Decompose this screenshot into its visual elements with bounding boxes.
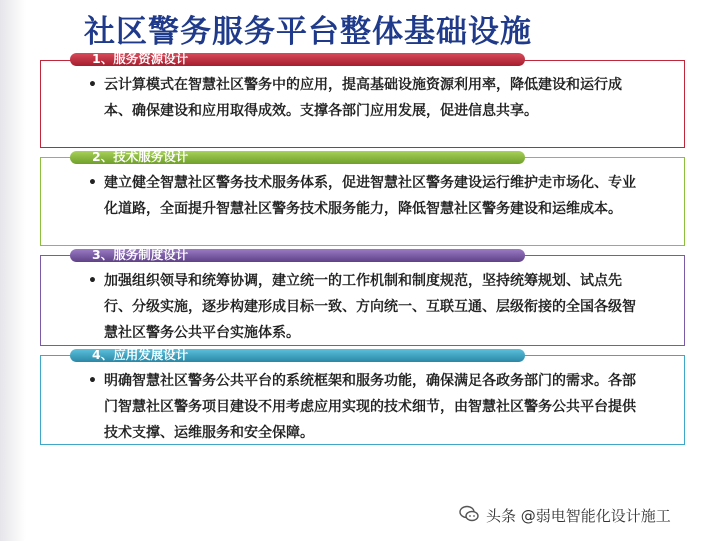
watermark: 头条 @弱电智能化设计施工 bbox=[486, 507, 671, 525]
section-4-text: 明确智慧社区警务公共平台的系统框架和服务功能，确保满足各政务部门的需求。各部门智慧社区警务项目建设不用考虑应用实现的技术细节，由智慧社区警务公共平台提供技术支撑、运维服务和安全保障。 bbox=[104, 373, 636, 441]
section-3-heading: 3、服务制度设计 bbox=[92, 247, 189, 262]
section-3-bullet: • bbox=[88, 273, 97, 289]
chat-bubble-icon bbox=[458, 503, 480, 525]
side-shade bbox=[0, 0, 26, 541]
section-3-text: 加强组织领导和统筹协调，建立统一的工作机制和制度规范，坚持统筹规划、试点先行、分级实施，逐步构建形成目标一致、方向统一、互联互通、层级衔接的全国各级智慧社区警务公共平台实施体系。 bbox=[104, 273, 636, 341]
section-1-text: 云计算模式在智慧社区警务中的应用，提高基础设施资源利用率，降低建设和运行成本、确保建设和应用取得成效。支撑各部门应用发展，促进信息共享。 bbox=[104, 77, 622, 119]
page-title: 社区警务服务平台整体基础设施 bbox=[84, 14, 532, 50]
section-4-bullet: • bbox=[88, 373, 97, 389]
section-4-heading: 4、应用发展设计 bbox=[92, 347, 189, 362]
section-1-bullet: • bbox=[88, 77, 97, 93]
section-1-heading: 1、服务资源设计 bbox=[92, 51, 189, 66]
section-2-text: 建立健全智慧社区警务技术服务体系，促进智慧社区警务建设运行维护走市场化、专业化道路，全面提升智慧社区警务技术服务能力，降低智慧社区警务建设和运维成本。 bbox=[104, 175, 636, 217]
section-2-bullet: • bbox=[88, 175, 97, 191]
section-2-heading: 2、技术服务设计 bbox=[92, 149, 189, 164]
